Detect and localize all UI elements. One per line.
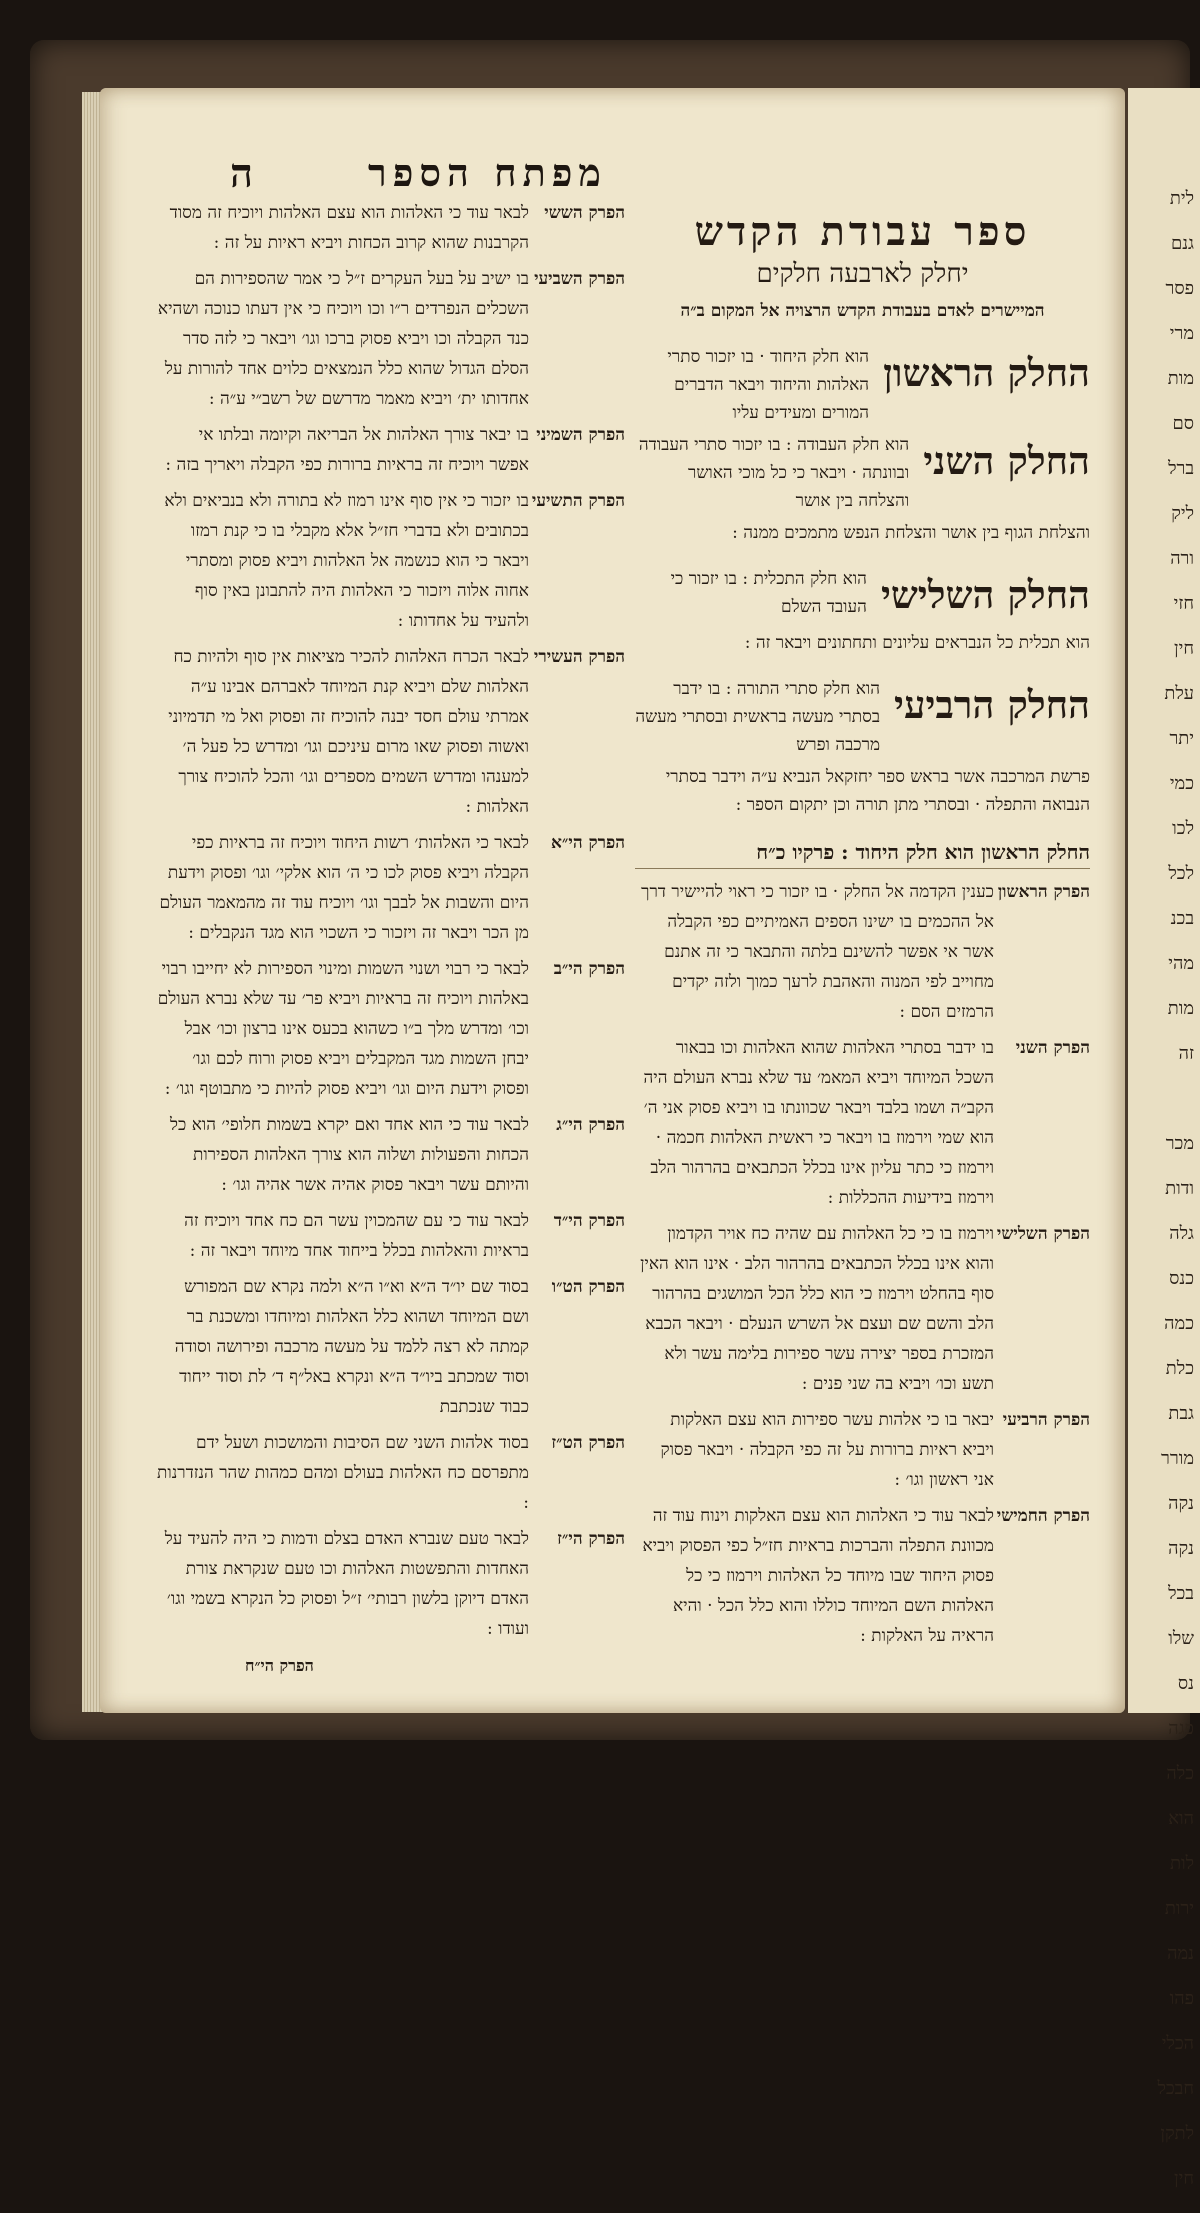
right-column	[635, 208, 1090, 1657]
facing-page-line: חבכל	[1157, 2078, 1194, 2099]
chapter-text: בסוד שם יו״ד ה״א וא״ו ה״א ולמה נקרא שם המפורש ושם המיוחד ושהוא כלל האלהות ומיוחדו ומשכנת בר קמתה לא רצה ללמד על מעשה מרכבה ופירושה וסודה וסוד שמכתב ביו״ד ה״א ונקרא באל״ף ד׳ לת וסוד ייחוד כבוד שנכתבת	[174, 1277, 529, 1417]
chapter-text: בסוד אלהות השני שם הסיבות והמושכות ושעל ידם מתפרסם כח האלהות בעולם ומהם כמהות שהר הנזדרנות :	[156, 1433, 529, 1513]
facing-page-line: כנס	[1169, 1268, 1194, 1289]
facing-page-line: הכלי	[1161, 2033, 1194, 2054]
chapter-text: וירמוז בו כי כל האלהות עם שהיה כח אויר הקדמון והוא אינו בכלל הכתבאים בהרהור הלב · אינו הוא האין סוף בהחלט וירמוז כי הוא כלל הכל המושגים בהרהור הלב והשם שם ועצם אל השרש הנעלם · ויבאר הכבא המזכרת בספר יצירה עשר ספירות בלימה עשר ולא תשע וכו׳ ויביא בה שני פנים :	[640, 1224, 994, 1394]
chapter-entry	[635, 877, 1090, 1027]
chapter-label: הפרק הראשון	[997, 882, 1090, 902]
facing-page-line: כמי	[1169, 773, 1194, 794]
facing-page-line	[1128, 1088, 1194, 1133]
header-title: מפתח הספר	[368, 150, 607, 195]
facing-page-line: ברל	[1168, 458, 1194, 479]
chapter-entry	[635, 1219, 1090, 1399]
facing-page-line: חזי	[1173, 593, 1194, 614]
part-continuation: הוא תכלית כל הנבראים עליונים ותחתונים ויבאר זה :	[744, 633, 1090, 653]
facing-page-line: לכל	[1168, 863, 1194, 884]
chapter-text: בו יבאר צורך האלהות אל הבריאה וקיומה ובלתו אי אפשר ויוכיח זה בראיות ברורות כפי הקבלה ויאריך בזה :	[165, 425, 529, 475]
facing-page-line: לכו	[1172, 818, 1194, 839]
facing-page-line: שלו	[1168, 1628, 1194, 1649]
facing-page-line: עלת	[1164, 683, 1194, 704]
part-name: החלק הראשון	[883, 350, 1090, 395]
facing-page-text	[1128, 88, 1200, 2213]
part-continuation: פרשת המרכבה אשר בראש ספר יחזקאל הנביא ע״ה וידבר בסתרי הנבואה והתפלה · ובסתרי מתן תורה וכן יתקום הספר :	[665, 767, 1090, 815]
chapter-label: הפרק הששי	[544, 203, 625, 223]
book-title: ספר עבודת הקדש	[694, 208, 1031, 255]
facing-page-line: נמה	[1167, 1943, 1194, 1964]
facing-page-line: ירות	[1164, 1898, 1194, 1919]
facing-page-line: הוא	[1168, 1808, 1194, 1829]
chapter-entry	[155, 828, 625, 948]
chapter-entry	[155, 1428, 625, 1518]
left-column	[155, 198, 625, 1681]
facing-page-line: מכר	[1165, 1133, 1194, 1154]
part-entry	[635, 565, 1090, 625]
chapter-label: הפרק הי״ד	[553, 1211, 625, 1231]
facing-page-line: ורה	[1170, 548, 1194, 569]
facing-page-line: לית	[1169, 188, 1194, 209]
chapter-label: הפרק השני	[1015, 1038, 1090, 1058]
facing-page-line: זה	[1178, 1043, 1194, 1064]
facing-page-edge	[1128, 88, 1200, 2189]
chapter-entry	[635, 1405, 1090, 1495]
chapter-label: הפרק הי״ג	[556, 1115, 625, 1135]
facing-page-line: כמה	[1164, 1313, 1194, 1334]
chapter-text: לבאר טעם שנברא האדם בצלם ודמות כי היה להעיד על האחדות והתפשטות האלהות וכו טעם שנקראת צורת האדם דיוקן בלשון רבותי׳ ז״ל ופסוק כל הנקרא בשמי וגו׳ ועודו :	[164, 1529, 529, 1639]
chapter-label: הפרק השלישי	[996, 1224, 1090, 1244]
chapter-label: הפרק התשיעי	[531, 491, 625, 511]
chapter-entry	[155, 642, 625, 822]
chapter-entry	[155, 198, 625, 258]
chapter-text: לבאר הכרח האלהות להכיר מציאות אין סוף ולהיות כח האלהות שלם ויביא קנת המיוחד לאברהם אבינו ע״ה אמרתי עולם חסד יבנה להוכיח זה ופסוק ואל מי תדמיוני ואשוה ופסוק שאו מרום עיניכם וגו׳ ומדרש כל פעל ה׳ למענהו ומדרש השמים מספרים וגו׳ והכל להוכיח צורך האלהות :	[168, 647, 529, 817]
chapter-label: הפרק הט״ז	[551, 1433, 625, 1453]
facing-page-line: גלה	[1169, 1223, 1194, 1244]
chapter-entry	[155, 420, 625, 480]
chapter-entry	[155, 1524, 625, 1644]
facing-page-line: נס	[1177, 1673, 1194, 1694]
chapter-text: לבאר עוד כי האלהות הוא עצם האלקות וינוח עוד זה מכוונת התפלה והברכות בראיות חז״ל כפי הפסוק ויביא פסוק היחוד שבו מיוחד כל האלהות וירמוז כי כל האלהות השם המיוחד כוללו והוא כלל הכל · והיא הראיה על האלקות :	[642, 1506, 994, 1646]
facing-page-line: מרי	[1169, 323, 1194, 344]
facing-page-line: סם	[1172, 413, 1194, 434]
chapter-label: הפרק הט״ו	[551, 1277, 625, 1297]
facing-page-line: מהי	[1168, 953, 1194, 974]
chapter-text: לבאר כי רבוי ושנוי השמות ומינוי הספירות לא יחייבו רבוי באלהות ויוכיח זה בראיות ויביא פר׳ עד שלא נברא העולם וכו׳ ומדרש מלך ב״ו כשהוא בכעס אינו ברצון וכו׳ אבל יבחן השמות מגד המקבלים ויביא פסוק ורוח לכם וגו׳ ופסוק וידעת היום וגו׳ ויביא פסוק להיות כי מתבוטף וגו׳ :	[157, 959, 529, 1099]
facing-page-line: פסר	[1165, 278, 1194, 299]
part-description: הוא חלק התכלית : בו יזכור כי העובד השלם	[670, 569, 867, 617]
chapter-label: הפרק השביעי	[534, 269, 625, 289]
facing-page-line: פהו	[1169, 1988, 1194, 2009]
chapter-text: לבאר כי האלהות׳ רשות היחוד ויוכיח זה בראיות כפי הקבלה ויביא פסוק לכו כי ה׳ הוא אלקי׳ וגו׳ ופסוק וידעת היום והשבות אל לבבך וגו׳ ויוכיח עוד זה מהמאמר העולם מן הכר ויבאר זה ויזכור כי השכוי הוא מגד הנקבלים :	[159, 833, 529, 943]
facing-page-line: ודות	[1165, 1178, 1194, 1199]
chapter-text: לבאר עוד כי עם שהמכוין עשר הם כח אחד ויוכיח זה בראיות והאלהות בכלל בייחוד אחד מיוחד ויבאר זה :	[184, 1211, 529, 1261]
chapter-text: לבאר עוד כי הוא אחד ואם יקרא בשמות חלופי׳ הוא כל הכחות והפעולות ושלוה הוא צורך האלהות הספירות והיותם עשר ויבאר פסוק אהיה אשר אהיה וגו׳ :	[170, 1115, 529, 1195]
chapter-label: הפרק הי״ז	[557, 1529, 625, 1549]
facing-page-line: כלת	[1165, 1358, 1194, 1379]
chapter-text: בו ישיב על בעל העקרים ז״ל כי אמר שהספירות הם השכלים הנפרדים ר״ו וכו ויוכיח כי אין דעתו כנוכה ושהיא כנד הקבלה וכו ויביא פסוק ברכו וגו׳ ויבאר כי לזה סדר הסלם הגדול שהוא כלל הנמצאים כלוים אחד להורות על אחדותו ית׳ ויביא מאמר מדרשם של רשב״י ע״ה :	[157, 269, 529, 409]
part-description: הוא חלק העבודה : בו יזכור סתרי העבודה ובוונתה · ויבאר כי כל מוכי האושר והצלחה בין אושר	[638, 435, 910, 511]
facing-page-line: מות	[1167, 368, 1194, 389]
facing-page-line: לתקן	[1160, 2123, 1194, 2144]
chapter-label: הפרק הי״א	[550, 833, 625, 853]
part-description: הוא חלק היחוד · בו יזכור סתרי האלהות והיחוד ויבאר הדברים המורים ומעידים עליו	[667, 347, 870, 423]
chapter-label: הפרק הרביעי	[1002, 1410, 1090, 1430]
facing-page-line: גנם	[1170, 233, 1194, 254]
chapter-entry	[155, 1206, 625, 1266]
chapter-entry	[155, 264, 625, 414]
part-continuation: והצלחת הגוף בין אושר והצלחת הנפש מתמכים ממנה :	[732, 523, 1090, 543]
subtitle: יחלק לארבעה חלקים	[756, 259, 969, 289]
facing-page-line: בכל	[1168, 1583, 1194, 1604]
chapter-entry	[155, 954, 625, 1104]
page-number: ה	[230, 150, 254, 197]
part-entry	[635, 343, 1090, 427]
facing-page-line: נקה	[1168, 1538, 1194, 1559]
chapter-text: יבאר בו כי אלהות עשר ספירות הוא עצם האלקות ויביא ראיות ברורות על זה כפי הקבלה · ויבאר פסוק אני ראשון וגו׳ :	[660, 1410, 994, 1490]
facing-page-line: יתר	[1169, 728, 1194, 749]
chapter-text: בו ידבר בסתרי האלהות שהוא האלהות וכו בבאור השכל המיוחד ויביא המאמ׳ עד שלא נברא העולם היה הקב״ה ושמו בלבד ויבאר שכוונתו בו ויביא פסוק אני ה׳ הוא שמי וירמוז בו ויבאר כי ראשית האלהות חכמה · וירמוז כי כתר עליון אינו בכלל הכתבאים בהרהור הלב וירמוז בידיעות ההכללות :	[643, 1038, 994, 1208]
facing-page-line: מות	[1167, 998, 1194, 1019]
facing-page-line: ליק	[1171, 503, 1194, 524]
section-heading: החלק הראשון הוא חלק היחוד : פרקיו כ״ח	[635, 837, 1090, 869]
facing-page-line: חין	[1174, 638, 1194, 659]
facing-page-line: בכנ	[1170, 908, 1194, 929]
facing-page-line: לות	[1169, 1853, 1194, 1874]
left-page	[100, 88, 1125, 1713]
facing-page-line: גבת	[1168, 1403, 1194, 1424]
facing-page-line: מורר	[1161, 1448, 1194, 1469]
chapter-label: הפרק החמישי	[996, 1506, 1090, 1526]
chapter-label: הפרק הי״ב	[553, 959, 625, 979]
chapter-entry	[155, 1110, 625, 1200]
chapter-text: בו יזכור כי אין סוף אינו רמוז לא בתורה ולא בנביאים ולא בכתובים ולא בדברי חז״ל אלא מקבלי בו כי קנת רמזו ויבאר כי הוא כנשמה אל האלהות ויביא פסוק ומסתרי אחוה אלוה ויזכור כי האלהות היה להתבונן באין סוף ולהעיד על אחדותו :	[164, 491, 529, 631]
part-name: החלק השני	[923, 438, 1090, 483]
part-description: הוא חלק סתרי התורה : בו ידבר בסתרי מעשה בראשית ובסתרי מעשה מרכבה ופרש	[635, 679, 881, 755]
facing-page-line: חין	[1174, 2168, 1194, 2189]
catchword: הפרק הי״ח	[245, 1656, 314, 1675]
part-name: החלק השלישי	[880, 572, 1090, 617]
chapter-entry	[155, 486, 625, 636]
chapter-label: הפרק העשירי	[533, 647, 625, 667]
part-entry	[635, 675, 1090, 759]
facing-page-line: פגה	[1168, 1718, 1194, 1739]
chapter-text: כענין הקדמה אל החלק · בו יזכור כי ראוי להיישיר דרך אל ההכמים בו ישינו הספים האמיתיים כפי הקבלה אשר אי אפשר להשינם בלתה והתבאר כי זה אתנם מחוייב לפי המנוה והאהבת לרעך כמוך ולזה יקדים הרמזים הסם :	[641, 882, 994, 1022]
part-entry	[635, 431, 1090, 515]
part-name: החלק הרביעי	[894, 682, 1090, 727]
chapter-entry	[635, 1501, 1090, 1651]
facing-page-line: כלה	[1166, 1763, 1194, 1784]
chapter-text: לבאר עוד כי האלהות הוא עצם האלהות ויוכיח זה מסוד הקרבנות שהוא קרוב הכחות ויביא ראיות על זה :	[169, 203, 529, 253]
facing-page-line: נקה	[1168, 1493, 1194, 1514]
chapter-label: הפרק השמיני	[536, 425, 625, 445]
chapter-entry	[635, 1033, 1090, 1213]
chapter-entry	[155, 1272, 625, 1422]
subtitle-secondary: המיישרים לאדם בעבודת הקדש הרצויה אל המקום ב״ה	[680, 301, 1045, 321]
